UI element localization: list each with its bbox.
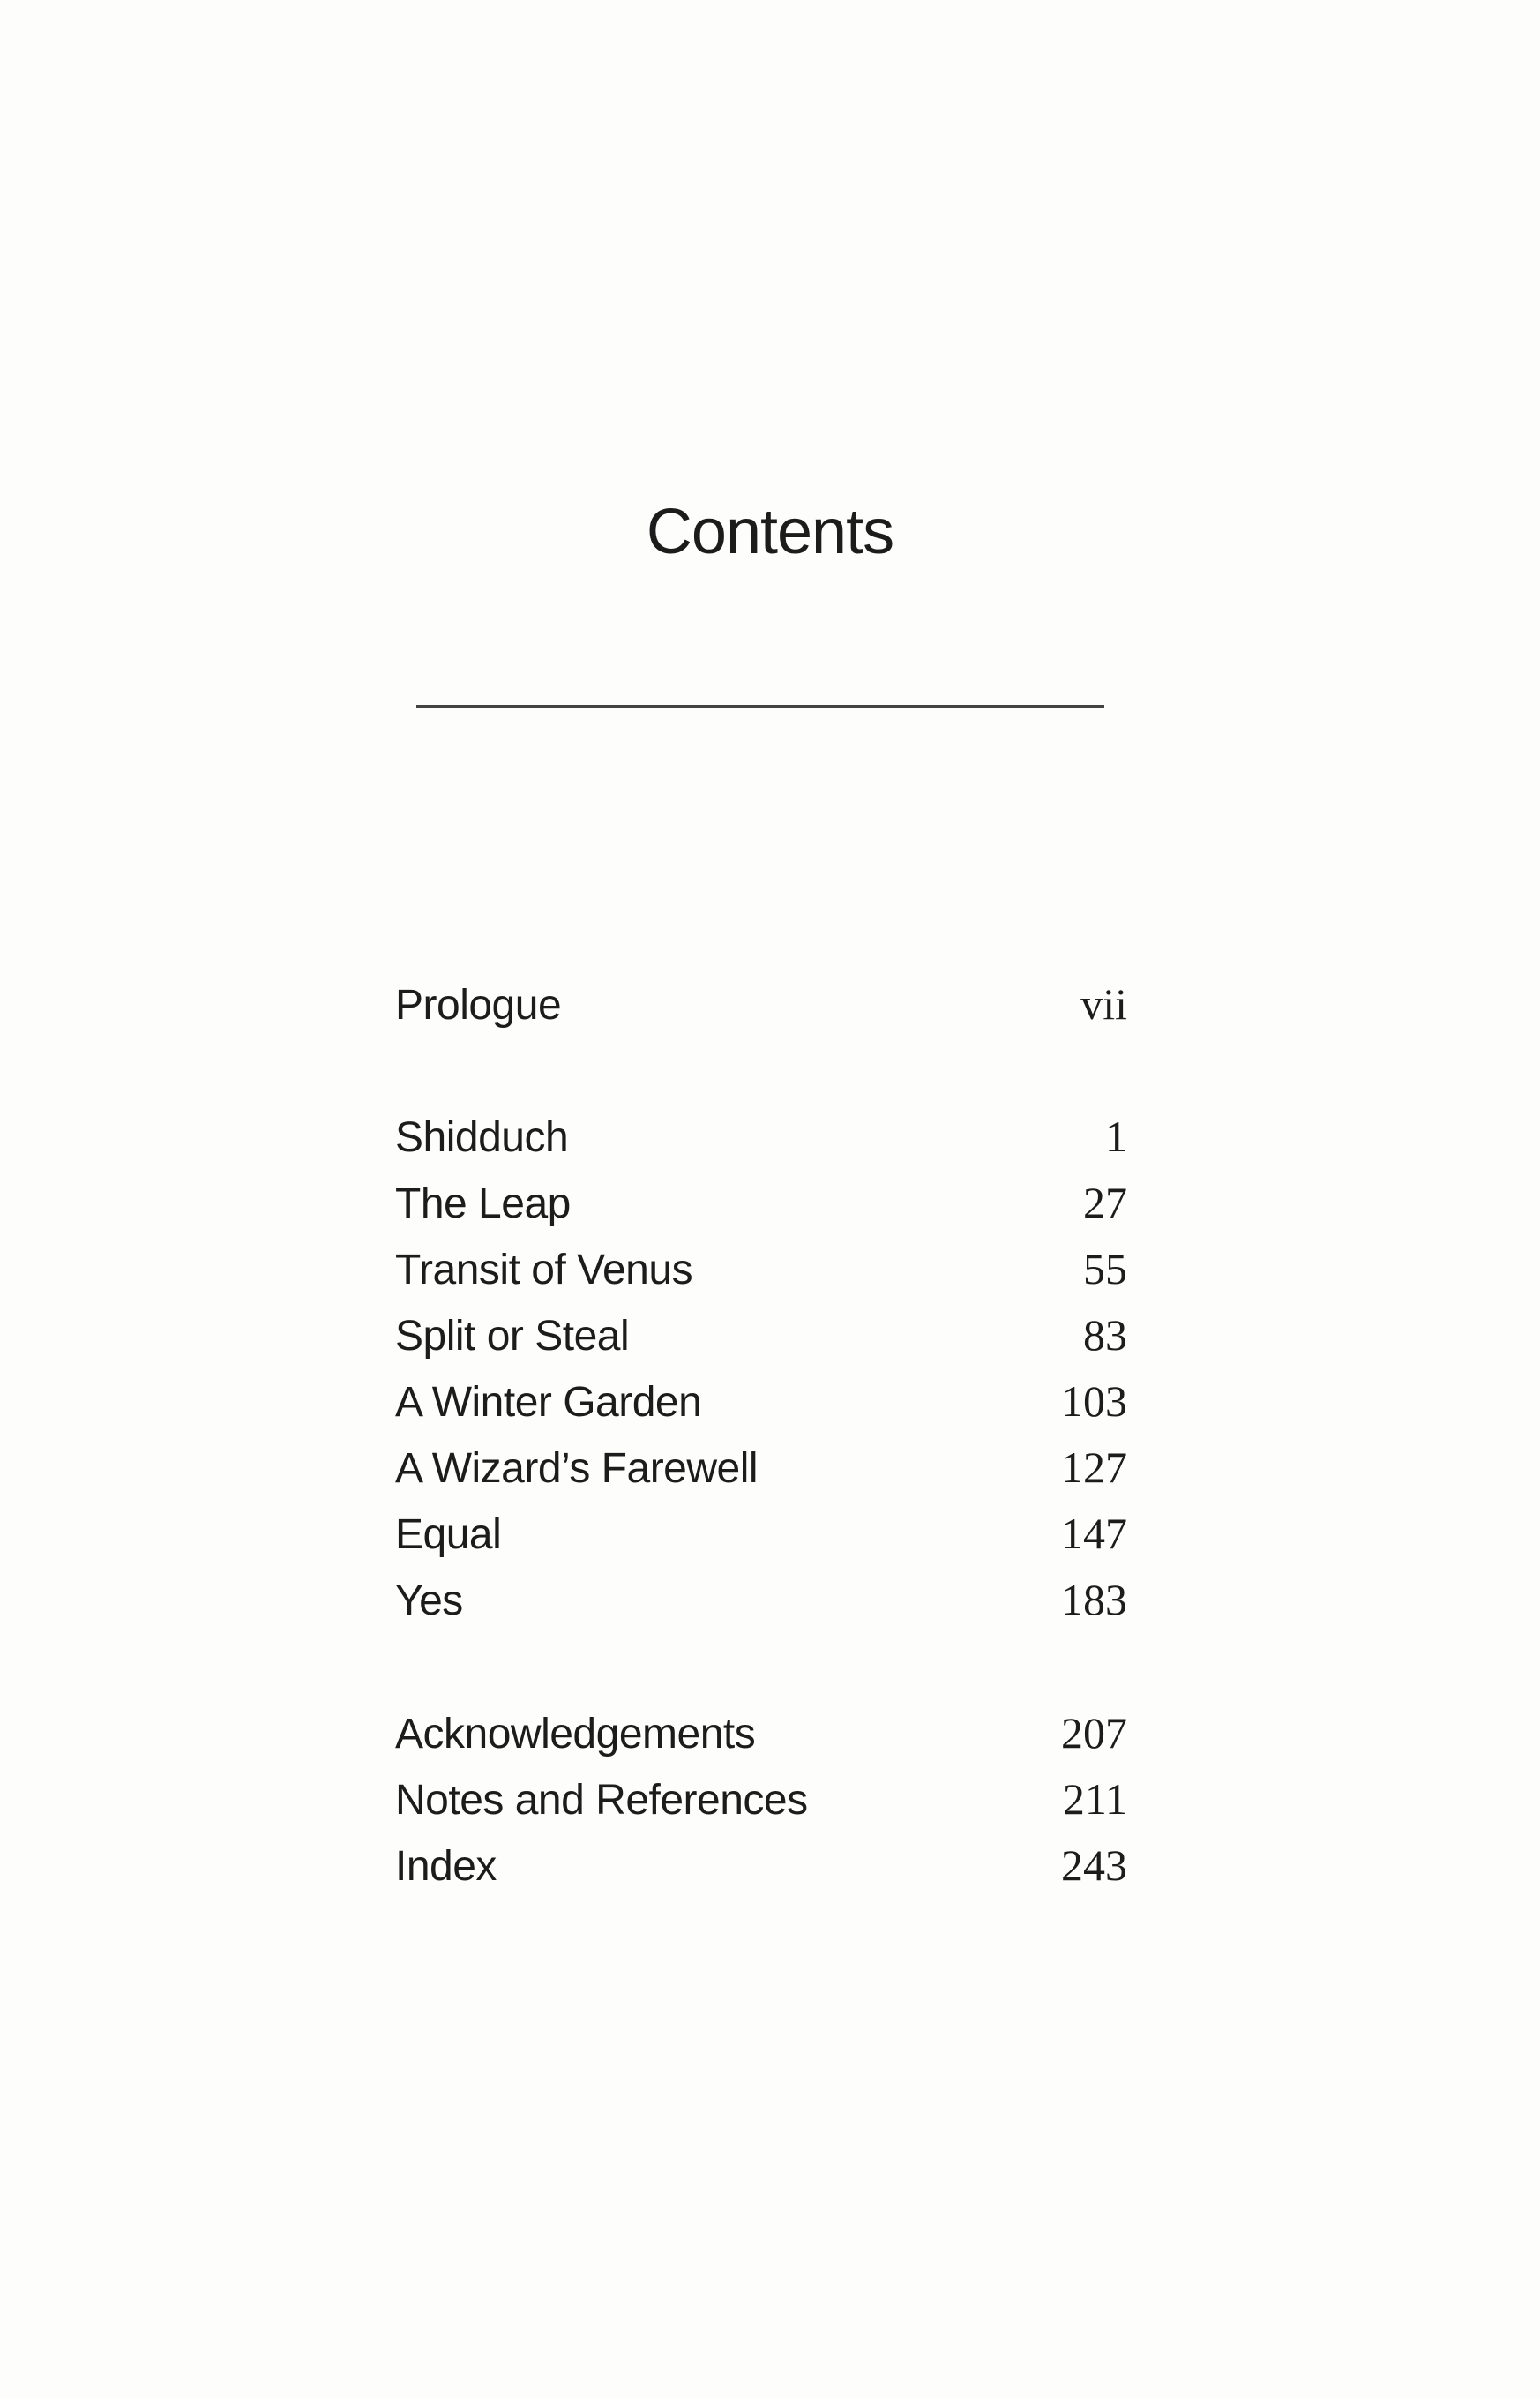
toc-entry-title: Yes (395, 1577, 463, 1624)
toc-entry-page: 243 (1061, 1840, 1127, 1890)
toc-entry-title: A Wizard’s Farewell (395, 1445, 759, 1492)
toc-entry-title: Prologue (395, 982, 562, 1029)
title-divider (416, 705, 1104, 708)
toc-entry-transit-of-venus[interactable] (395, 1235, 1127, 1302)
toc-entry-title: The Leap (395, 1180, 571, 1227)
toc-entry-index[interactable] (395, 1832, 1127, 1899)
toc-entry-page: 1 (1105, 1112, 1127, 1161)
toc-entry-title: A Winter Garden (395, 1379, 702, 1426)
toc-entry-title: Shidduch (395, 1114, 569, 1161)
toc-entry-page: 55 (1083, 1244, 1127, 1293)
toc-entry-yes[interactable] (395, 1566, 1127, 1633)
toc-entry-title: Equal (395, 1511, 502, 1558)
toc-entry-page: 27 (1083, 1178, 1127, 1227)
toc-entry-title: Index (395, 1843, 497, 1890)
toc-entry-page: 183 (1061, 1575, 1127, 1624)
toc-entry-notes-and-references[interactable] (395, 1765, 1127, 1832)
toc-entry-split-or-steal[interactable] (395, 1301, 1127, 1368)
toc-entry-page: 83 (1083, 1310, 1127, 1360)
toc-entry-title: Split or Steal (395, 1313, 630, 1360)
toc-entry-page: 103 (1061, 1376, 1127, 1426)
toc-entry-title: Notes and References (395, 1777, 808, 1824)
page-title: Contents (646, 497, 894, 567)
toc-entry-prologue[interactable] (395, 970, 1127, 1038)
toc-entry-acknowledgements[interactable] (395, 1699, 1127, 1766)
toc-entry-a-wizards-farewell[interactable] (395, 1434, 1127, 1501)
toc-entry-the-leap[interactable] (395, 1169, 1127, 1236)
toc-entry-title: Acknowledgements (395, 1711, 756, 1757)
toc-entry-title: Transit of Venus (395, 1247, 693, 1293)
toc-entry-page: 147 (1061, 1509, 1127, 1558)
toc-entry-a-winter-garden[interactable] (395, 1368, 1127, 1435)
toc-entry-equal[interactable] (395, 1500, 1127, 1567)
toc-entry-page: 127 (1061, 1443, 1127, 1492)
toc-entry-page: 207 (1061, 1708, 1127, 1757)
toc-entry-page: vii (1080, 979, 1127, 1029)
toc-entry-page: 211 (1062, 1774, 1127, 1824)
toc-entry-shidduch[interactable] (395, 1103, 1127, 1170)
